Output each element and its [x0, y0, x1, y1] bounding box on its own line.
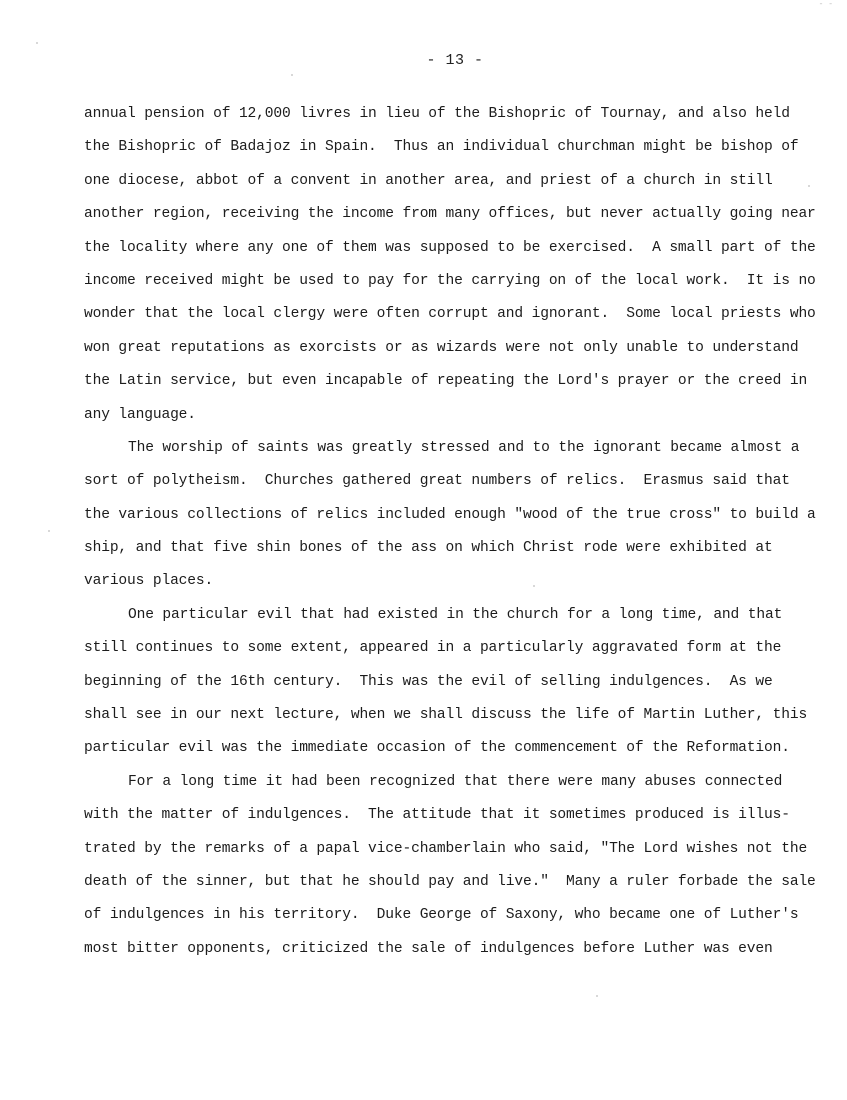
body-text — [84, 103, 816, 971]
text-line: The worship of saints was greatly stressed and to the ignorant became almost a — [128, 439, 800, 456]
scan-speck — [36, 42, 38, 44]
text-line: beginning of the 16th century. This was the evil of selling indulgences. As we — [84, 673, 773, 690]
page-number: - 13 - — [426, 52, 484, 69]
text-line: income received might be used to pay for the carrying on of the local work. It is no — [84, 272, 816, 289]
text-line: sort of polytheism. Churches gathered great numbers of relics. Erasmus said that — [84, 473, 790, 490]
text-line: various places. — [84, 573, 214, 590]
scan-speck — [533, 585, 535, 587]
text-line: another region, receiving the income from many offices, but never actually going near — [84, 206, 816, 223]
text-line: the various collections of relics included enough "wood of the true cross" to build a — [84, 506, 816, 523]
scan-speck — [48, 530, 50, 532]
scan-speck — [291, 74, 293, 76]
text-line: the Latin service, but even incapable of repeating the Lord's prayer or the creed in — [84, 373, 808, 390]
text-line: ship, and that five shin bones of the ass on which Christ rode were exhibited at — [84, 540, 773, 557]
text-line: death of the sinner, but that he should pay and live." Many a ruler forbade the sale — [84, 873, 816, 890]
text-line: with the matter of indulgences. The attitude that it sometimes produced is illus- — [84, 807, 790, 824]
text-line: shall see in our next lecture, when we shall discuss the life of Martin Luther, this — [84, 707, 808, 724]
text-line: won great reputations as exorcists or as wizards were not only unable to understand — [84, 339, 799, 356]
text-line: of indulgences in his territory. Duke George of Saxony, who became one of Luther's — [84, 907, 799, 924]
text-line: particular evil was the immediate occasion of the commencement of the Reformation. — [84, 740, 790, 757]
text-line: most bitter opponents, criticized the sale of indulgences before Luther was even — [84, 940, 773, 957]
text-line: wonder that the local clergy were often corrupt and ignorant. Some local priests who — [84, 306, 816, 323]
scan-speck — [808, 185, 810, 187]
text-line: one diocese, abbot of a convent in another area, and priest of a church in still — [84, 172, 773, 189]
text-line: One particular evil that had existed in the church for a long time, and that — [128, 606, 783, 623]
text-line: any language. — [84, 406, 196, 423]
text-line: the locality where any one of them was supposed to be exercised. A small part of the — [84, 239, 816, 256]
text-line: trated by the remarks of a papal vice-chamberlain who said, "The Lord wishes not the — [84, 840, 808, 857]
text-line: the Bishopric of Badajoz in Spain. Thus an individual churchman might be bishop of — [84, 139, 799, 156]
scan-speck — [596, 995, 598, 997]
text-line: For a long time it had been recognized that there were many abuses connected — [128, 773, 783, 790]
corner-mark: - - — [818, 0, 833, 9]
text-line: still continues to some extent, appeared in a particularly aggravated form at the — [84, 640, 782, 657]
text-line: annual pension of 12,000 livres in lieu of the Bishopric of Tournay, and also held — [84, 106, 790, 122]
